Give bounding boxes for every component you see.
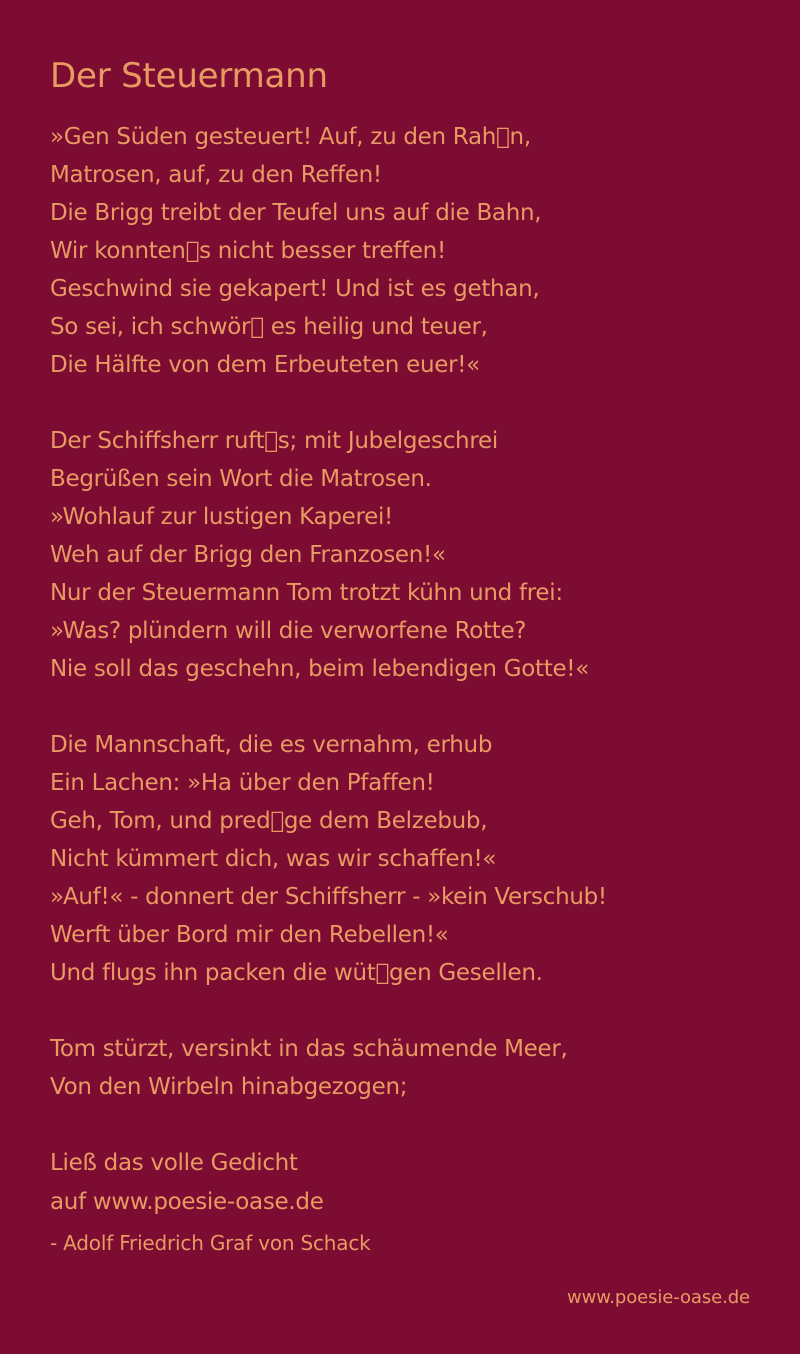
poem-line: So sei, ich schwör  es heilig und teuer, xyxy=(50,314,488,340)
poem-line: Geh, Tom, und pred ge dem Belzebub, xyxy=(50,808,488,834)
poem-body xyxy=(50,118,770,1106)
poem-line: Die Brigg treibt der Teufel uns auf die Bahn, xyxy=(50,200,542,226)
poem-line: »Wohlauf zur lustigen Kaperei! xyxy=(50,504,393,530)
stanza-4 xyxy=(50,1030,770,1106)
poem-line: Der Schiffsherr ruft s; mit Jubelgeschrei xyxy=(50,428,498,454)
poem-line: Von den Wirbeln hinabgezogen; xyxy=(50,1074,408,1100)
poem-author: - Adolf Friedrich Graf von Schack xyxy=(50,1231,371,1255)
poem-title: Der Steuermann xyxy=(50,56,328,96)
cta-line: Ließ das volle Gedicht xyxy=(50,1150,298,1176)
poem-line: Weh auf der Brigg den Franzosen!« xyxy=(50,542,446,568)
footer-website: www.poesie-oase.de xyxy=(567,1287,750,1308)
poem-line: Tom stürzt, versinkt in das schäumende Meer, xyxy=(50,1036,568,1062)
poem-line: Die Hälfte von dem Erbeuteten euer!« xyxy=(50,352,480,378)
poem-line: Nur der Steuermann Tom trotzt kühn und frei: xyxy=(50,580,563,606)
poem-line: Ein Lachen: »Ha über den Pfaffen! xyxy=(50,770,435,796)
poem-line: Geschwind sie gekapert! Und ist es gethan, xyxy=(50,276,540,302)
poem-line: Begrüßen sein Wort die Matrosen. xyxy=(50,466,432,492)
poem-line: Wir konnten s nicht besser treffen! xyxy=(50,238,446,264)
poem-line: Nicht kümmert dich, was wir schaffen!« xyxy=(50,846,497,872)
poem-line: »Was? plündern will die verworfene Rotte? xyxy=(50,618,527,644)
poem-line: »Auf!« - donnert der Schiffsherr - »kein Verschub! xyxy=(50,884,607,910)
stanza-1 xyxy=(50,118,770,384)
poem-line: Werft über Bord mir den Rebellen!« xyxy=(50,922,449,948)
poem-line: »Gen Süden gesteuert! Auf, zu den Rah n, xyxy=(50,124,531,150)
poem-card xyxy=(50,52,770,1261)
stanza-2 xyxy=(50,422,770,688)
poem-line: Die Mannschaft, die es vernahm, erhub xyxy=(50,732,493,758)
poem-line: Und flugs ihn packen die wüt gen Gesellen. xyxy=(50,960,543,986)
poem-line: Matrosen, auf, zu den Reffen! xyxy=(50,162,382,188)
poem-line: Nie soll das geschehn, beim lebendigen Gotte!« xyxy=(50,656,589,682)
read-full-poem-note xyxy=(50,1144,770,1221)
stanza-3 xyxy=(50,726,770,992)
cta-link-line: auf www.poesie-oase.de xyxy=(50,1188,324,1215)
